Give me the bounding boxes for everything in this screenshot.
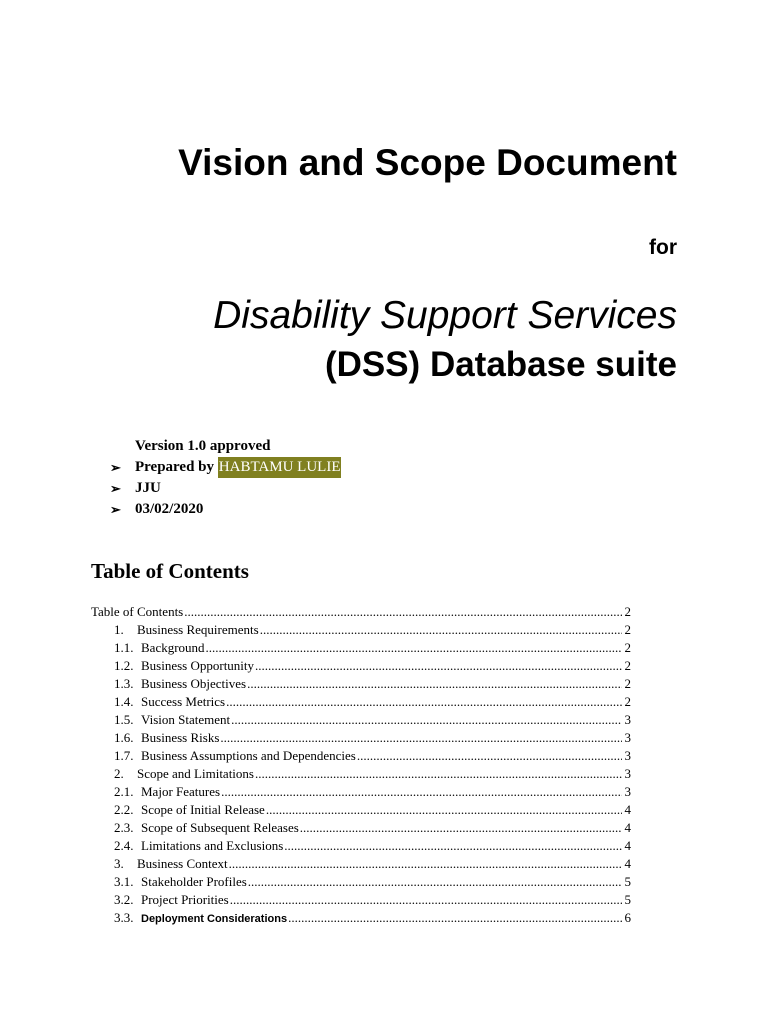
toc-entry-number: 1.4.	[114, 694, 134, 709]
toc-entry-number: 1.3.	[114, 676, 134, 691]
toc-entry[interactable]	[91, 729, 631, 747]
toc-leader-dots	[221, 783, 622, 801]
toc-leader-dots	[255, 657, 622, 675]
toc-entry[interactable]	[91, 747, 631, 765]
prepared-by-label: Prepared by	[135, 459, 215, 475]
toc-entry-number: 3.	[114, 856, 124, 871]
toc-entry-title: Vision Statement	[141, 712, 231, 727]
toc-entry-page: 4	[624, 820, 631, 835]
toc-entry-number: 2.1.	[114, 784, 134, 799]
toc-entry[interactable]	[91, 873, 631, 891]
toc-leader-dots	[226, 693, 622, 711]
toc-entry[interactable]	[91, 909, 631, 927]
toc-entry[interactable]	[91, 891, 631, 909]
toc-entry-title: Business Context	[137, 856, 228, 871]
toc-entry[interactable]	[91, 765, 631, 783]
toc-entry[interactable]	[91, 837, 631, 855]
toc-leader-dots	[220, 729, 622, 747]
toc-entry[interactable]	[91, 693, 631, 711]
toc-entry-page: 5	[624, 892, 631, 907]
toc-entry-title: Limitations and Exclusions	[141, 838, 284, 853]
toc-entry-title: Table of Contents	[91, 604, 184, 619]
prepared-by-name: HABTAMU LULIE	[218, 457, 342, 478]
arrowhead-bullet-icon: ➢	[110, 502, 121, 517]
toc-leader-dots	[184, 603, 622, 621]
toc-entry-number: 1.1.	[114, 640, 134, 655]
toc-leader-dots	[300, 819, 622, 837]
organization-text: JJU	[135, 480, 161, 496]
toc-leader-dots	[284, 837, 622, 855]
toc-entry-number: 1.2.	[114, 658, 134, 673]
toc-entry-page: 4	[624, 802, 631, 817]
toc-entry-number: 2.2.	[114, 802, 134, 817]
toc-entry-title: Major Features	[141, 784, 221, 799]
toc-entry[interactable]	[91, 603, 631, 621]
toc-leader-dots	[266, 801, 622, 819]
toc-entry[interactable]	[91, 855, 631, 873]
toc-entry-title: Business Risks	[141, 730, 220, 745]
toc-entry-page: 2	[624, 622, 631, 637]
toc-leader-dots	[247, 675, 622, 693]
toc-entry-title: Business Objectives	[141, 676, 247, 691]
toc-entry-number: 1.7.	[114, 748, 134, 763]
prepared-by-line	[110, 457, 341, 478]
toc-entry-title: Scope of Initial Release	[141, 802, 265, 817]
toc-entry[interactable]	[91, 711, 631, 729]
toc-entry-page: 2	[624, 604, 631, 619]
toc-entry-page: 3	[624, 712, 631, 727]
document-title: Vision and Scope Document	[178, 142, 677, 183]
document-subtitle-line-1: Disability Support Services	[213, 294, 677, 337]
toc-entry-number: 2.	[114, 766, 124, 781]
toc-entry-number: 3.3.	[114, 910, 134, 925]
toc-entry[interactable]	[91, 819, 631, 837]
arrowhead-bullet-icon: ➢	[110, 481, 121, 496]
toc-leader-dots	[288, 909, 622, 927]
toc-entry-title: Deployment Considerations	[141, 913, 288, 925]
toc-entry-page: 2	[624, 694, 631, 709]
document-subtitle-line-2: (DSS) Database suite	[324, 345, 677, 384]
toc-entry[interactable]	[91, 639, 631, 657]
toc-entry-page: 3	[624, 748, 631, 763]
toc-entry-page: 2	[624, 676, 631, 691]
toc-entry-title: Scope of Subsequent Releases	[141, 820, 299, 835]
toc-leader-dots	[206, 639, 622, 657]
table-of-contents	[91, 603, 631, 927]
toc-entry-number: 3.1.	[114, 874, 134, 889]
for-label: for	[649, 236, 677, 259]
document-meta	[110, 436, 341, 520]
toc-heading: Table of Contents	[91, 559, 249, 583]
toc-entry[interactable]	[91, 783, 631, 801]
toc-entry-number: 2.3.	[114, 820, 134, 835]
toc-entry-title: Business Assumptions and Dependencies	[141, 748, 356, 763]
toc-entry[interactable]	[91, 657, 631, 675]
toc-entry-title: Scope and Limitations	[137, 766, 254, 781]
toc-entry-title: Business Opportunity	[141, 658, 255, 673]
toc-entry-page: 4	[624, 856, 631, 871]
toc-entry-page: 3	[624, 784, 631, 799]
toc-entry-page: 3	[624, 730, 631, 745]
toc-entry-page: 5	[624, 874, 631, 889]
toc-entry-title: Stakeholder Profiles	[141, 874, 247, 889]
toc-entry-number: 1.5.	[114, 712, 134, 727]
toc-entry-page: 2	[624, 640, 631, 655]
version-text: Version 1.0 approved	[135, 438, 271, 454]
toc-entry-page: 2	[624, 658, 631, 673]
toc-entry-number: 3.2.	[114, 892, 134, 907]
toc-entry-title: Success Metrics	[141, 694, 226, 709]
toc-leader-dots	[231, 711, 622, 729]
toc-entry-number: 1.6.	[114, 730, 134, 745]
toc-entry-title: Project Priorities	[141, 892, 229, 907]
toc-entry[interactable]	[91, 621, 631, 639]
toc-entry-page: 6	[624, 910, 631, 925]
toc-entry[interactable]	[91, 801, 631, 819]
date-text: 03/02/2020	[135, 501, 204, 517]
toc-entry-number: 1.	[114, 622, 124, 637]
toc-entry[interactable]	[91, 675, 631, 693]
toc-entry-page: 3	[624, 766, 631, 781]
toc-leader-dots	[357, 747, 622, 765]
toc-leader-dots	[255, 765, 622, 783]
arrowhead-bullet-icon: ➢	[110, 460, 121, 475]
toc-entry-page: 4	[624, 838, 631, 853]
toc-entry-title: Background	[141, 640, 205, 655]
version-line	[110, 436, 341, 457]
toc-entry-number: 2.4.	[114, 838, 134, 853]
toc-leader-dots	[229, 855, 622, 873]
date-line	[110, 499, 341, 520]
toc-entry-title: Business Requirements	[137, 622, 259, 637]
toc-leader-dots	[260, 621, 622, 639]
toc-leader-dots	[230, 891, 622, 909]
toc-leader-dots	[248, 873, 622, 891]
organization-line	[110, 478, 341, 499]
